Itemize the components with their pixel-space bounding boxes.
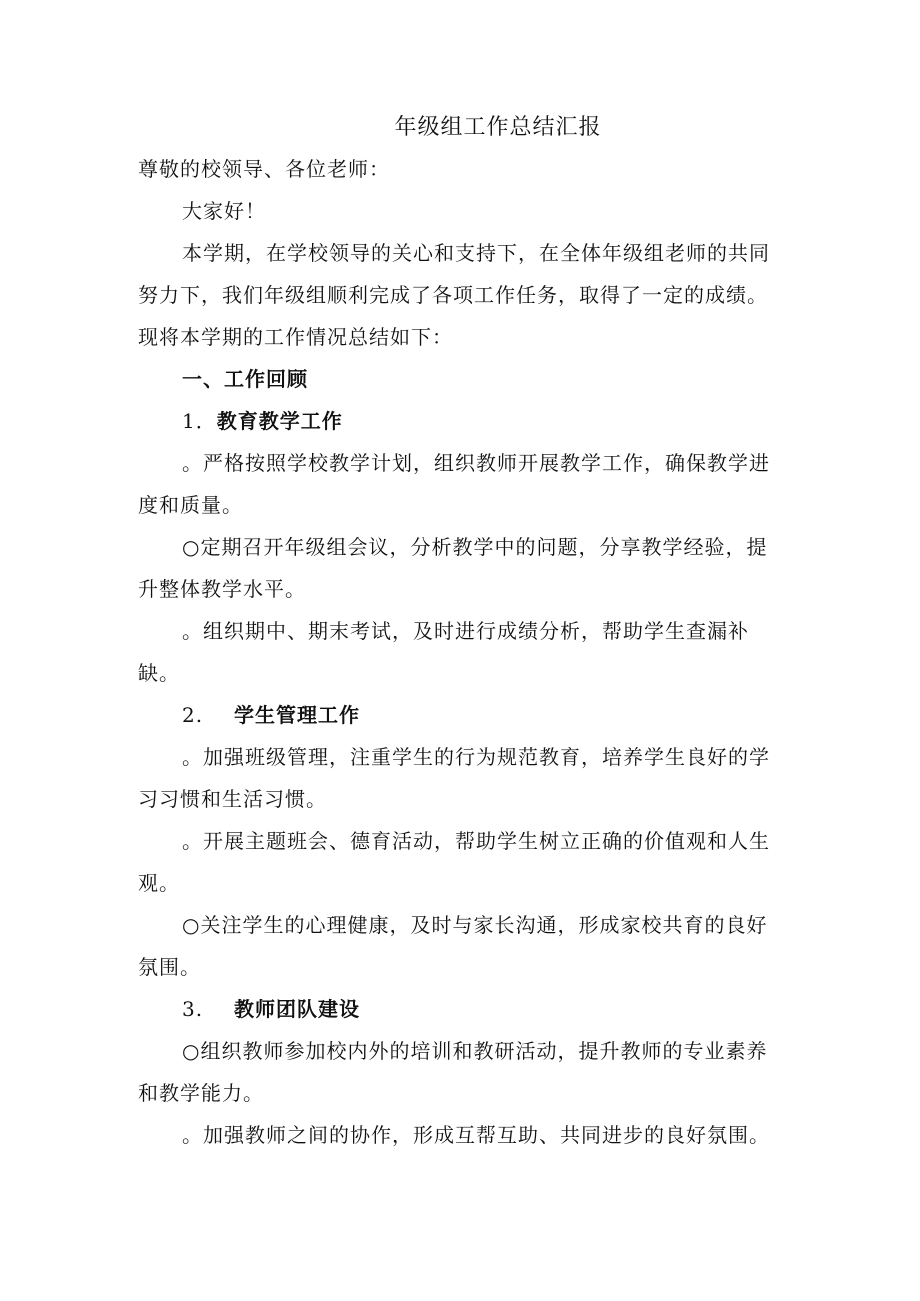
subsection-title: 学生管理工作 (234, 703, 360, 727)
document-title: 年级组工作总结汇报 (394, 115, 602, 140)
subsection-number: 2. (182, 703, 204, 727)
greeting-line: 尊敬的校领导、各位老师： (138, 157, 390, 181)
list-item: ○组织教师参加校内外的培训和教研活动，提升教师的专业素养和教学能力。 (138, 1039, 768, 1105)
subsection-number: 1． (182, 409, 217, 433)
intro-paragraph: 本学期，在学校领导的关心和支持下，在全体年级组老师的共同努力下，我们年级组顺利完成了各项工作任务，取得了一定的成绩。现将本学期的工作情况总结如下： (138, 241, 770, 349)
section-heading-review: 一、工作回顾 (182, 367, 308, 391)
subsection-heading-teaching (138, 400, 788, 442)
hello-line: 大家好！ (182, 199, 266, 223)
list-item: 。加强班级管理，注重学生的行为规范教育，培养学生良好的学习习惯和生活习惯。 (138, 745, 770, 811)
subsection-heading-student-management (138, 694, 788, 736)
list-item: ○关注学生的心理健康，及时与家长沟通，形成家校共育的良好氛围。 (138, 913, 768, 979)
list-item: 。加强教师之间的协作，形成互帮互助、共同进步的良好氛围。 (182, 1123, 770, 1147)
subsection-title: 教育教学工作 (216, 409, 343, 433)
subsection-title: 教师团队建设 (234, 997, 360, 1021)
list-item: ○定期召开年级组会议，分析教学中的问题，分享教学经验，提升整体教学水平。 (138, 535, 768, 601)
list-item: 。开展主题班会、德育活动，帮助学生树立正确的价值观和人生观。 (138, 829, 770, 895)
subsection-heading-teacher-team (138, 988, 788, 1030)
subsection-number: 3. (182, 997, 204, 1021)
list-item: 。严格按照学校教学计划，组织教师开展教学工作，确保教学进度和质量。 (138, 451, 770, 517)
document-body (138, 108, 788, 1156)
list-item: 。组织期中、期末考试，及时进行成绩分析，帮助学生查漏补缺。 (138, 619, 749, 685)
